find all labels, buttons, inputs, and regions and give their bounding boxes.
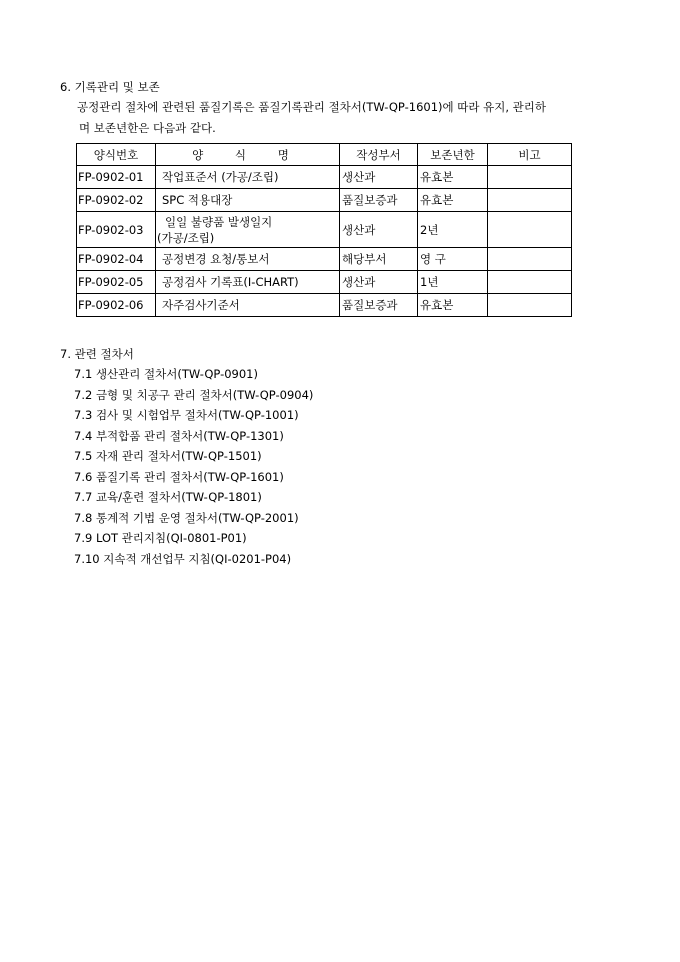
cell-form-no: FP-0902-06 [77,294,156,317]
header-form-name: 양 식 명 [156,144,340,166]
cell-remarks [488,271,572,294]
cell-form-name: 공정검사 기록표(I-CHART) [156,271,340,294]
cell-dept: 생산과 [340,212,418,248]
header-dept: 작성부서 [340,144,418,166]
cell-form-no: FP-0902-05 [77,271,156,294]
table-row [77,294,572,317]
cell-form-name: 작업표준서 (가공/조립) [156,166,340,189]
table-row [77,189,572,212]
cell-form-name-line: (가공/조립) [157,230,215,245]
cell-form-no: FP-0902-02 [77,189,156,212]
list-item: 7.8 통계적 기법 운영 절차서(TW-QP-2001) [74,510,299,525]
section-6-heading: 6. 기록관리 및 보존 [60,80,160,94]
list-item: 7.6 품질기록 관리 절차서(TW-QP-1601) [74,469,284,484]
header-retention: 보존년한 [418,144,488,166]
list-item: 7.4 부적합품 관리 절차서(TW-QP-1301) [74,428,284,443]
cell-dept: 해당부서 [340,248,418,271]
table-row [77,248,572,271]
records-retention-table [76,143,572,317]
table-header-row [77,144,572,166]
list-item: 7.9 LOT 관리지침(QI-0801-P01) [74,531,247,545]
list-item: 7.2 금형 및 치공구 관리 절차서(TW-QP-0904) [74,387,314,402]
cell-retention: 유효본 [418,189,488,212]
cell-remarks [488,294,572,317]
cell-form-name: 공정변경 요청/통보서 [156,248,340,271]
cell-remarks [488,189,572,212]
cell-remarks [488,212,572,248]
related-procedures-list [74,364,313,569]
section-7-heading: 7. 관련 절차서 [60,347,134,361]
list-item: 7.7 교육/훈련 절차서(TW-QP-1801) [74,490,262,504]
list-item: 7.3 검사 및 시험업무 절차서(TW-QP-1001) [74,408,299,422]
cell-form-name-line: 일일 불량품 발생일지 [165,214,273,229]
cell-dept: 품질보증과 [340,294,418,317]
cell-dept: 품질보증과 [340,189,418,212]
cell-retention: 영 구 [418,248,488,271]
cell-form-no: FP-0902-04 [77,248,156,271]
cell-remarks [488,166,572,189]
cell-retention: 유효본 [418,166,488,189]
cell-remarks [488,248,572,271]
cell-dept: 생산과 [340,166,418,189]
cell-form-no: FP-0902-03 [77,212,156,248]
cell-form-name: SPC 적용대장 [156,189,340,212]
cell-form-name: 자주검사기준서 [156,294,340,317]
cell-retention: 2년 [418,212,488,248]
paragraph-line: 며 보존년한은 다음과 같다. [79,121,216,135]
header-form-no: 양식번호 [77,144,156,166]
list-item: 7.5 자재 관리 절차서(TW-QP-1501) [74,449,262,463]
header-remarks: 비고 [488,144,572,166]
paragraph-line: 공정관리 절차에 관련된 품질기록은 품질기록관리 절차서(TW-QP-1601)에 따라 유지, 관리하 [77,100,547,114]
list-item: 7.1 생산관리 절차서(TW-QP-0901) [74,367,258,381]
table-row [77,212,572,248]
list-item: 7.10 지속적 개선업무 지침(QI-0201-P04) [74,551,292,566]
table-row [77,271,572,294]
section-6-paragraph [77,97,637,139]
cell-form-no: FP-0902-01 [77,166,156,189]
cell-retention: 1년 [418,271,488,294]
table-row [77,166,572,189]
cell-dept: 생산과 [340,271,418,294]
cell-retention: 유효본 [418,294,488,317]
cell-form-name [156,212,340,248]
